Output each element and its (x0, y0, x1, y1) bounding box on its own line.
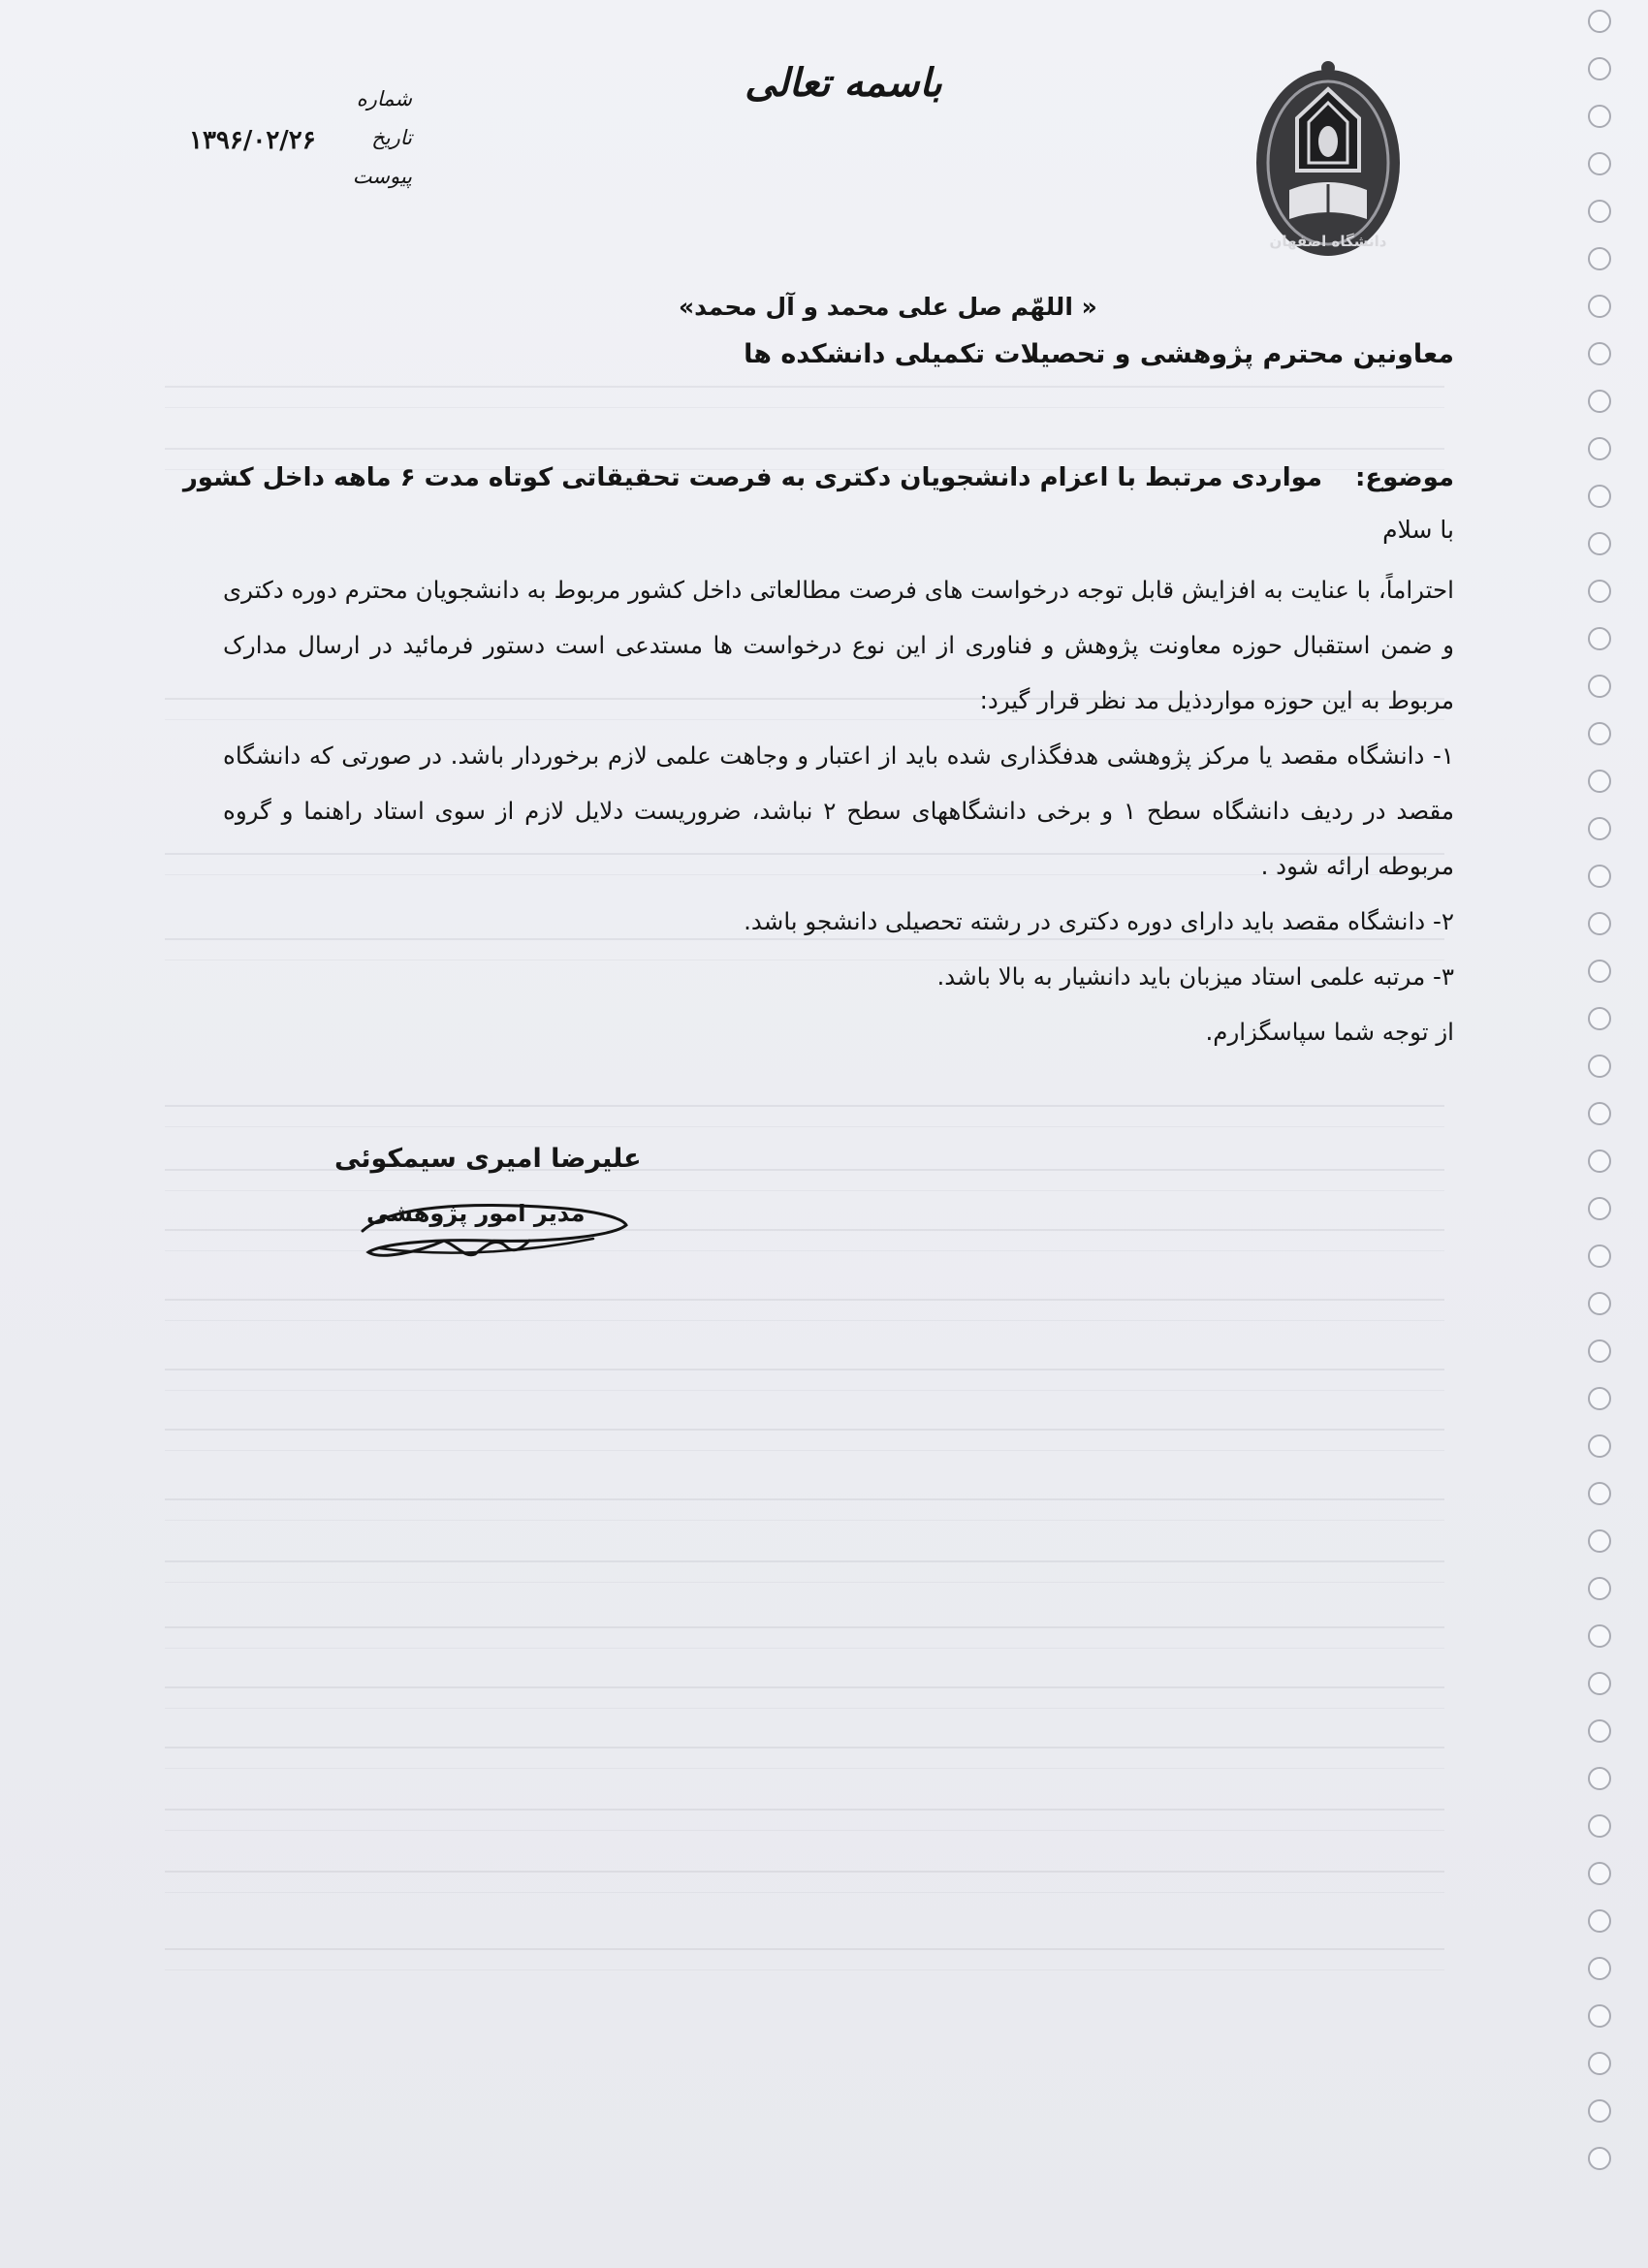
letter-body (223, 562, 1454, 1059)
binding-hole (1588, 2147, 1611, 2170)
binding-hole (1588, 1150, 1611, 1173)
binding-hole (1588, 57, 1611, 80)
binding-hole (1588, 2052, 1611, 2075)
binding-hole (1588, 1434, 1611, 1458)
number-label: شماره (356, 87, 412, 110)
binding-hole (1588, 627, 1611, 650)
closing-line: از توجه شما سپاسگزارم. (1205, 1018, 1454, 1046)
bleed-through-line (165, 1105, 1444, 1127)
seal-lettering: دانشگاه اصفهان (1269, 233, 1387, 250)
binding-hole (1588, 485, 1611, 508)
binding-hole (1588, 10, 1611, 33)
meta-attachment-row (189, 165, 412, 204)
item-3: ۳- مرتبه علمی استاد میزبان باید دانشیار به بالا باشد. (936, 962, 1454, 991)
binding-hole (1588, 1624, 1611, 1648)
binding-hole (1588, 105, 1611, 128)
bleed-through-line (165, 1686, 1444, 1709)
binding-hole (1588, 390, 1611, 413)
binding-hole (1588, 817, 1611, 840)
binding-hole (1588, 675, 1611, 698)
binding-hole (1588, 1244, 1611, 1268)
bleed-through-line (165, 1429, 1444, 1451)
binding-hole (1588, 1387, 1611, 1410)
binding-hole (1588, 1577, 1611, 1600)
binding-hole (1588, 1957, 1611, 1980)
binding-hole (1588, 1292, 1611, 1315)
binding-hole (1588, 1007, 1611, 1030)
binding-hole (1588, 1909, 1611, 1933)
handwritten-signature-icon (351, 1184, 632, 1272)
bleed-through-line (165, 386, 1444, 408)
bleed-through-line (165, 1871, 1444, 1893)
binding-hole (1588, 1197, 1611, 1220)
addressee: معاونین محترم پژوهشی و تحصیلات تکمیلی دانشکده ها (744, 339, 1454, 369)
intro-paragraph: احتراماً، با عنایت به افزایش قابل توجه درخواست های فرصت مطالعاتی داخل کشور مربوط به دانشجویان محترم دوره دکتری و ضمن استقبال حوزه معاونت پژوهش و فناوری از این نوع درخواست ها مستدعی است دستور فرمائید در ارسال مدارک مربوط به این حوزه مواردذیل مد نظر قرار گیرد: (223, 576, 1454, 714)
attachment-label: پیوست (352, 165, 412, 188)
greeting: با سلام (1382, 516, 1454, 544)
item-2: ۲- دانشگاه مقصد باید دارای دوره دکتری در رشته تحصیلی دانشجو باشد. (744, 907, 1454, 935)
bleed-through-line (165, 1747, 1444, 1769)
binding-hole (1588, 1339, 1611, 1363)
binding-hole (1588, 342, 1611, 365)
binding-holes (1588, 10, 1615, 2194)
meta-number-row (189, 87, 412, 126)
binding-hole (1588, 2099, 1611, 2123)
item-1: ۱- دانشگاه مقصد یا مرکز پژوهشی هدفگذاری شده باید از اعتبار و وجاهت علمی لازم برخوردار باشد. در صورتی که دانشگاه مقصد در ردیف دانشگاه سطح ۱ و برخی دانشگاههای سطح ۲ نباشد، ضروریست دلایل لازم از سوی استاد راهنما و گروه مربوطه ارائه شود . (223, 741, 1454, 880)
bleed-through-line (165, 1369, 1444, 1391)
binding-hole (1588, 1102, 1611, 1125)
bleed-through-line (165, 1498, 1444, 1521)
meta-date-row (189, 126, 412, 165)
date-value: ۱۳۹۶/۰۲/۲۶ (189, 126, 316, 155)
binding-hole (1588, 437, 1611, 460)
binding-hole (1588, 580, 1611, 603)
binding-hole (1588, 295, 1611, 318)
bleed-through-line (165, 1299, 1444, 1321)
letter-meta (189, 87, 412, 204)
binding-hole (1588, 152, 1611, 175)
binding-hole (1588, 1814, 1611, 1838)
binding-hole (1588, 247, 1611, 270)
binding-hole (1588, 722, 1611, 745)
binding-hole (1588, 1482, 1611, 1505)
binding-hole (1588, 1767, 1611, 1790)
binding-hole (1588, 960, 1611, 983)
bleed-through-line (165, 1809, 1444, 1831)
binding-hole (1588, 1672, 1611, 1695)
date-label: تاریخ (371, 126, 412, 149)
binding-hole (1588, 912, 1611, 935)
binding-hole (1588, 1862, 1611, 1885)
binding-hole (1588, 2004, 1611, 2028)
signer-name: علیرضا امیری سیمکوئی (334, 1144, 642, 1174)
subject-label: موضوع: (1355, 463, 1454, 492)
binding-hole (1588, 1055, 1611, 1078)
binding-hole (1588, 770, 1611, 793)
signer-title: مدیر امور پژوهشی (366, 1200, 586, 1227)
basmala-heading: باسمه تعالی (745, 60, 942, 106)
prayer-line: « اللهّم صل علی محمد و آل محمد» (679, 293, 1097, 321)
binding-hole (1588, 1719, 1611, 1743)
binding-hole (1588, 200, 1611, 223)
university-seal-icon (1251, 54, 1406, 268)
binding-hole (1588, 532, 1611, 555)
bleed-through-line (165, 1948, 1444, 1970)
bleed-through-line (165, 1560, 1444, 1583)
binding-hole (1588, 865, 1611, 888)
binding-hole (1588, 1529, 1611, 1553)
bleed-through-line (165, 1626, 1444, 1649)
subject-line (183, 463, 1454, 492)
subject-text: مواردی مرتبط با اعزام دانشجویان دکتری به فرصت تحقیقاتی کوتاه مدت ۶ ماهه داخل کشور (182, 463, 1323, 492)
